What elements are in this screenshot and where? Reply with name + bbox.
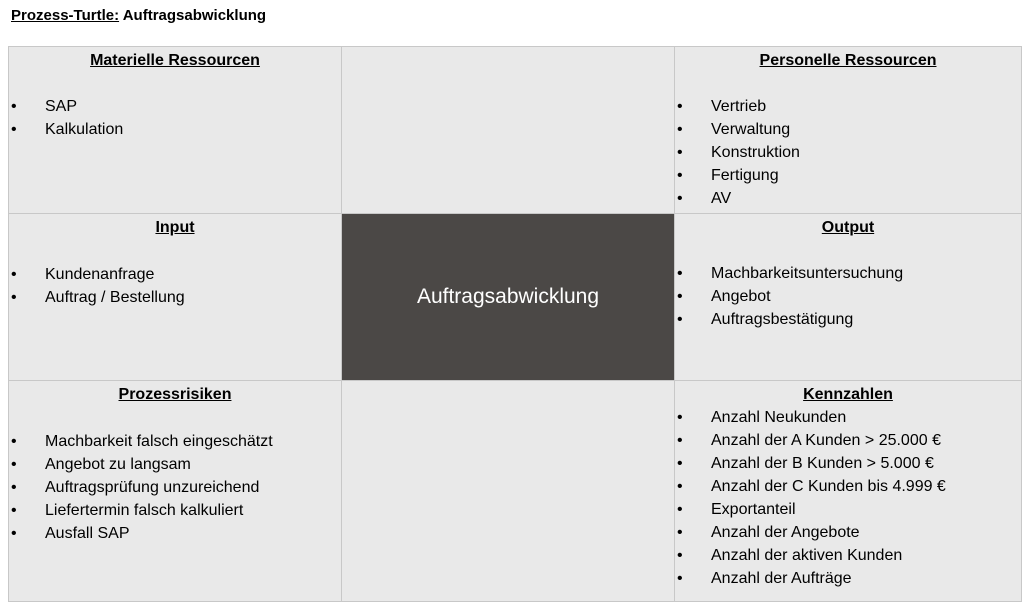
turtle-grid — [8, 46, 1022, 602]
list-item: • Kalkulation — [9, 118, 341, 141]
list-item: • Anzahl der B Kunden > 5.000 € — [675, 452, 1021, 475]
list-item: • Konstruktion — [675, 141, 1021, 164]
heading-personelle-ressourcen: Personelle Ressourcen — [759, 52, 937, 69]
list-input — [9, 263, 341, 309]
list-item: • Auftrag / Bestellung — [9, 286, 341, 309]
list-item: • Exportanteil — [675, 498, 1021, 521]
list-item: • Kundenanfrage — [9, 263, 341, 286]
list-item: • Anzahl Neukunden — [675, 406, 1021, 429]
list-item: • Liefertermin falsch kalkuliert — [9, 499, 341, 522]
heading-output: Output — [821, 219, 875, 236]
heading-prozessrisiken: Prozessrisiken — [118, 386, 232, 403]
list-item: • SAP — [9, 95, 341, 118]
list-prozessrisiken — [9, 430, 341, 545]
list-item: • Machbarkeit falsch eingeschätzt — [9, 430, 341, 453]
list-item: • Auftragsbestätigung — [675, 308, 1021, 331]
list-item: • Angebot zu langsam — [9, 453, 341, 476]
cell-prozessrisiken — [9, 381, 342, 602]
list-item: • Auftragsprüfung unzureichend — [9, 476, 341, 499]
heading-kennzahlen: Kennzahlen — [803, 386, 893, 403]
heading-materielle-ressourcen: Materielle Ressourcen — [90, 52, 260, 69]
list-item: • Anzahl der A Kunden > 25.000 € — [675, 429, 1021, 452]
list-materielle-ressourcen — [9, 95, 341, 141]
page-title — [11, 7, 266, 24]
list-output — [675, 262, 1021, 331]
list-item: • Anzahl der C Kunden bis 4.999 € — [675, 475, 1021, 498]
list-item: • Fertigung — [675, 164, 1021, 187]
cell-materielle-ressourcen — [9, 47, 342, 214]
cell-input — [9, 214, 342, 381]
cell-personelle-ressourcen — [675, 47, 1022, 214]
cell-empty-top — [342, 47, 675, 214]
list-item: • Machbarkeitsuntersuchung — [675, 262, 1021, 285]
page-title-value: Auftragsabwicklung — [122, 7, 267, 24]
list-item: • Vertrieb — [675, 95, 1021, 118]
cell-output — [675, 214, 1022, 381]
center-process-label: Auftragsabwicklung — [416, 285, 600, 308]
cell-empty-bottom — [342, 381, 675, 602]
list-item: • AV — [675, 187, 1021, 210]
list-item: • Ausfall SAP — [9, 522, 341, 545]
list-item: • Anzahl der Angebote — [675, 521, 1021, 544]
list-item: • Anzahl der Aufträge — [675, 567, 1021, 590]
page-title-label: Prozess-Turtle: — [11, 7, 120, 24]
list-item: • Angebot — [675, 285, 1021, 308]
list-kennzahlen — [675, 406, 1021, 590]
list-personelle-ressourcen — [675, 95, 1021, 210]
cell-center-process — [342, 214, 675, 381]
heading-input: Input — [155, 219, 195, 236]
cell-kennzahlen — [675, 381, 1022, 602]
list-item: • Verwaltung — [675, 118, 1021, 141]
list-item: • Anzahl der aktiven Kunden — [675, 544, 1021, 567]
